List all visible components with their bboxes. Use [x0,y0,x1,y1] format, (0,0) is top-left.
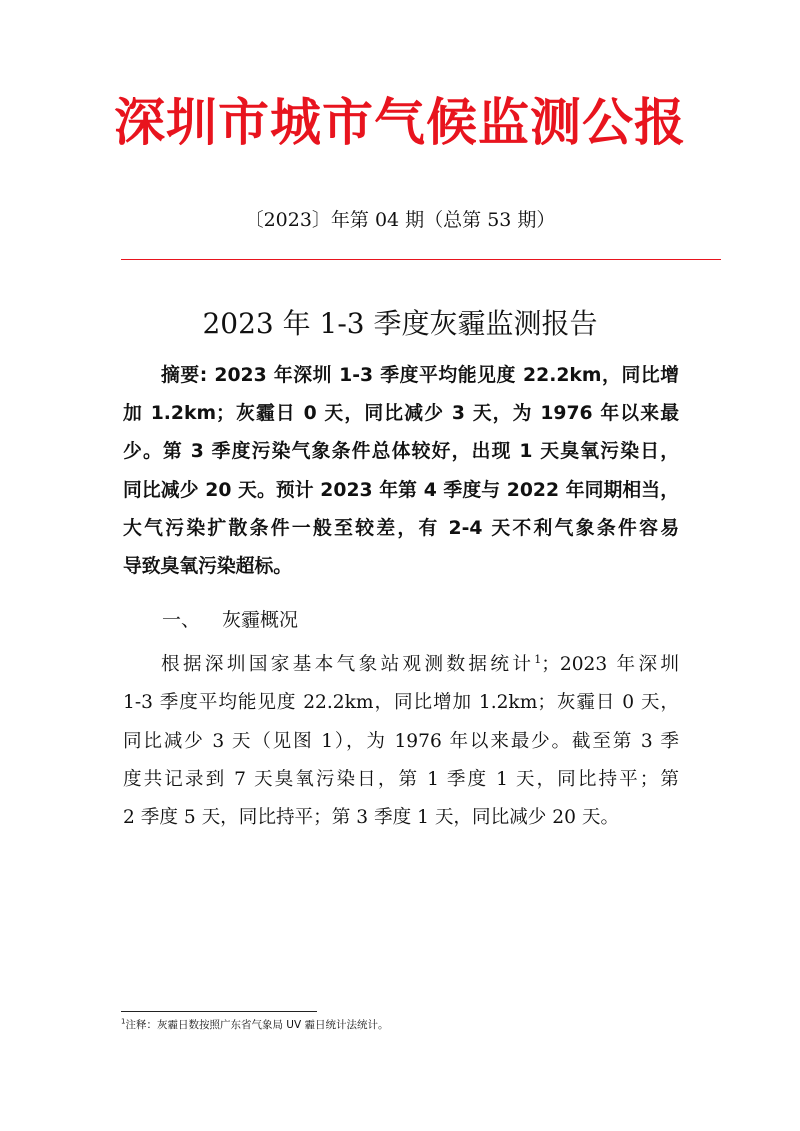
footnote-marker: 1 [121,1017,126,1026]
body-line-text: ；2023 年深圳 [541,654,679,675]
abstract-line: 大气污染扩散条件一般至较差，有 2-4 天不利气象条件容易 [123,517,679,539]
report-title: 2023 年 1-3 季度灰霾监测报告 [202,307,598,340]
footnote-text: 注释：灰霾日数按照广东省气象局 UV 霾日统计法统计。 [125,1019,389,1031]
section-heading-1 [162,603,298,637]
abstract-line: 少。第 3 季度污染气象条件总体较好，出现 1 天臭氧污染日， [123,441,679,463]
body-line: 2 季度 5 天，同比持平；第 3 季度 1 天，同比减少 20 天。 [123,807,620,829]
body-line: 同比减少 3 天（见图 1），为 1976 年以来最少。截至第 3 季 [123,730,679,752]
section-number: 一、 [162,609,201,631]
masthead-title: 深圳市城市气候监测公报 [113,94,686,153]
body-line: 度共记录到 7 天臭氧污染日，第 1 季度 1 天，同比持平；第 [123,768,679,790]
body-line-text: 根据深圳国家基本气象站观测数据统计 [161,654,535,675]
abstract [123,357,679,586]
abstract-line: 同比减少 20 天。预计 2023 年第 4 季度与 2022 年同期相当， [123,479,679,501]
footnote-reference[interactable]: 1 [534,652,542,666]
abstract-line: 加 1.2km；灰霾日 0 天，同比减少 3 天，为 1976 年以来最 [123,403,679,425]
issue-number: 〔2023〕年第 04 期（总第 53 期） [244,209,556,231]
section-title: 灰霾概况 [222,609,299,631]
footnote-divider [121,1011,317,1012]
header-divider [121,259,721,260]
footnote [121,1017,389,1033]
abstract-line: 摘要: 2023 年深圳 1-3 季度平均能见度 22.2km，同比增 [161,365,679,386]
body-paragraph [123,646,679,837]
body-line [123,646,679,684]
abstract-line: 导致臭氧污染超标。 [123,556,293,578]
body-line: 1-3 季度平均能见度 22.2km，同比增加 1.2km；灰霾日 0 天， [123,692,679,714]
